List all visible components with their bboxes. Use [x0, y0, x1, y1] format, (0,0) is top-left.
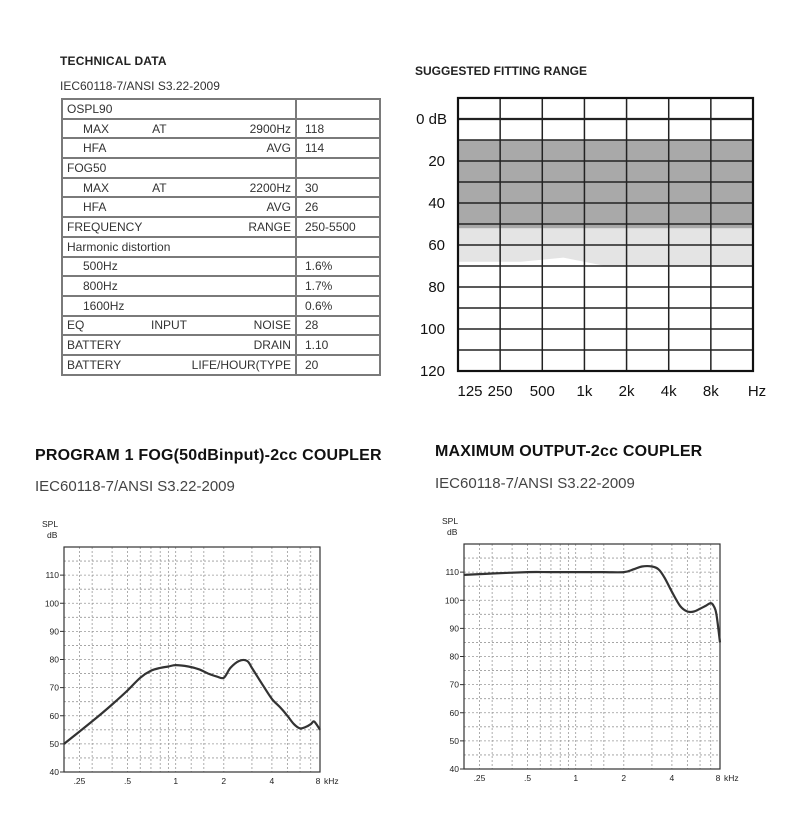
tech-row [62, 119, 380, 139]
x-tick-label: 1 [573, 773, 579, 783]
x-tick-label: 2 [221, 776, 227, 786]
x-tick-label: 8 [715, 773, 721, 783]
tech-label-cell [62, 217, 296, 237]
tech-value-cell [296, 138, 380, 158]
tech-row-value: 28 [305, 318, 319, 333]
tech-row-right: NOISE [253, 318, 291, 333]
y-tick-label: 80 [49, 654, 59, 665]
tech-row [62, 178, 380, 198]
tech-row-value: 0.6% [305, 298, 333, 313]
technical-data-standard: IEC60118-7/ANSI S3.22-2009 [60, 79, 220, 93]
tech-row-right: AVG [266, 200, 291, 215]
x-tick-label: 4 [669, 773, 675, 783]
max-output-subtitle: IEC60118-7/ANSI S3.22-2009 [435, 475, 635, 492]
tech-label-cell [62, 257, 296, 277]
tech-row-value: 1.7% [305, 279, 333, 294]
y-tick-label: 0 dB [416, 111, 447, 128]
tech-row-label: Harmonic distortion [67, 239, 171, 254]
tech-row-label: FOG50 [67, 160, 107, 175]
x-unit-label: Hz [747, 383, 767, 400]
tech-row [62, 158, 380, 178]
tech-row-label: OSPL90 [67, 101, 113, 116]
tech-label-cell [62, 316, 296, 336]
tech-label-cell [62, 138, 296, 158]
tech-label-cell [62, 197, 296, 217]
tech-row-label: EQ [67, 318, 85, 333]
x-tick-label: .25 [473, 773, 486, 783]
y-tick-label: 60 [449, 707, 459, 718]
x-tick-label: .25 [73, 776, 86, 786]
max-output-title: MAXIMUM OUTPUT-2cc COUPLER [435, 443, 703, 460]
fitting-band-light [458, 228, 753, 266]
y-tick-label: 110 [45, 570, 59, 581]
tech-row-right: 2900Hz [249, 121, 291, 136]
tech-value-cell [296, 119, 380, 139]
fitting-range-title: SUGGESTED FITTING RANGE [415, 64, 588, 78]
x-tick-label: 500 [529, 383, 555, 400]
tech-row-label: HFA [83, 200, 107, 215]
tech-row [62, 257, 380, 277]
tech-value-cell [296, 296, 380, 316]
tech-label-cell [62, 178, 296, 198]
tech-value-cell [296, 355, 380, 375]
tech-row-value: 250-5500 [305, 219, 356, 234]
tech-row-right: AVG [266, 141, 291, 156]
x-axis-unit: kHz [324, 776, 339, 786]
tech-row-label: HFA [83, 141, 107, 156]
y-tick-label: 50 [49, 738, 59, 749]
x-tick-label: 125 [457, 383, 483, 400]
tech-value-cell [296, 99, 380, 119]
y-tick-label: 70 [449, 679, 459, 690]
tech-row-right: LIFE/HOUR(TYPE [191, 357, 291, 372]
tech-row-value: 1.10 [305, 338, 329, 353]
tech-row [62, 217, 380, 237]
y-tick-label: 40 [449, 764, 459, 774]
tech-row-label: MAX [83, 121, 110, 136]
y-tick-label: 100 [44, 598, 59, 609]
x-tick-label: 8k [702, 383, 719, 400]
y-axis-label: SPL [442, 516, 459, 526]
y-tick-label: 110 [445, 567, 459, 578]
tech-label-cell [62, 296, 296, 316]
tech-label-cell [62, 119, 296, 139]
tech-value-cell [296, 178, 380, 198]
tech-value-cell [296, 335, 380, 355]
y-tick-label: 40 [428, 195, 445, 212]
tech-row-label: 1600Hz [83, 298, 125, 313]
y-tick-label: 60 [428, 237, 445, 254]
tech-label-cell [62, 99, 296, 119]
x-tick-label: 1k [576, 383, 593, 400]
technical-data-title: TECHNICAL DATA [60, 54, 167, 68]
y-axis-unit: dB [447, 527, 458, 537]
tech-row [62, 355, 380, 375]
max-output-chart [430, 512, 760, 787]
tech-row-value: 30 [305, 180, 319, 195]
tech-value-cell [296, 237, 380, 257]
tech-value-cell [296, 197, 380, 217]
tech-row [62, 197, 380, 217]
fog-chart-subtitle: IEC60118-7/ANSI S3.22-2009 [35, 478, 235, 495]
tech-row-label: BATTERY [67, 357, 122, 372]
tech-row-label: 500Hz [83, 259, 118, 274]
tech-row [62, 276, 380, 296]
x-tick-label: .5 [124, 776, 132, 786]
tech-label-cell [62, 237, 296, 257]
tech-row-value: 118 [305, 121, 325, 136]
y-tick-label: 70 [49, 682, 59, 693]
x-tick-label: 4k [660, 383, 677, 400]
tech-row-label: FREQUENCY [67, 219, 143, 234]
fog-response-chart [30, 515, 360, 790]
y-axis-unit: dB [47, 530, 58, 540]
x-tick-label: 8 [315, 776, 321, 786]
x-tick-label: 250 [487, 383, 513, 400]
x-tick-label: 4 [269, 776, 275, 786]
tech-row-label: BATTERY [67, 338, 122, 353]
y-tick-label: 90 [449, 623, 459, 634]
y-tick-label: 100 [444, 595, 459, 606]
x-tick-label: 1 [173, 776, 179, 786]
tech-label-cell [62, 355, 296, 375]
tech-value-cell [296, 257, 380, 277]
x-axis-unit: kHz [724, 773, 739, 783]
y-tick-label: 60 [49, 710, 59, 721]
y-axis-label: SPL [42, 519, 59, 529]
tech-row [62, 316, 380, 336]
tech-row-mid: INPUT [151, 318, 187, 333]
tech-row-value: 20 [305, 357, 319, 372]
tech-value-cell [296, 217, 380, 237]
y-tick-label: 90 [49, 626, 59, 637]
tech-row-mid: AT [152, 121, 167, 136]
tech-row [62, 296, 380, 316]
tech-row-right: DRAIN [253, 338, 291, 353]
tech-value-cell [296, 316, 380, 336]
fitting-range-chart [405, 90, 790, 410]
fog-chart-title: PROGRAM 1 FOG(50dBinput)-2cc COUPLER [35, 447, 382, 464]
x-tick-label: 2 [621, 773, 627, 783]
technical-data-table [61, 98, 381, 376]
tech-row-mid: AT [152, 180, 167, 195]
x-tick-label: 2k [618, 383, 635, 400]
x-tick-label: .5 [524, 773, 532, 783]
tech-row [62, 237, 380, 257]
y-tick-label: 120 [419, 363, 445, 380]
y-tick-label: 80 [428, 279, 445, 296]
tech-label-cell [62, 158, 296, 178]
tech-row-right: RANGE [248, 219, 291, 234]
tech-row [62, 138, 380, 158]
tech-value-cell [296, 158, 380, 178]
y-tick-label: 50 [449, 735, 459, 746]
tech-row [62, 99, 380, 119]
tech-row [62, 335, 380, 355]
tech-label-cell [62, 335, 296, 355]
y-tick-label: 20 [428, 153, 445, 170]
tech-row-label: MAX [83, 180, 110, 195]
y-tick-label: 40 [49, 767, 59, 777]
fitting-band-dark [458, 140, 753, 228]
tech-row-label: 800Hz [83, 279, 118, 294]
tech-row-value: 1.6% [305, 259, 333, 274]
tech-row-right: 2200Hz [249, 180, 291, 195]
tech-label-cell [62, 276, 296, 296]
y-tick-label: 80 [449, 651, 459, 662]
tech-row-value: 26 [305, 200, 319, 215]
tech-value-cell [296, 276, 380, 296]
y-tick-label: 100 [419, 321, 445, 338]
tech-row-value: 114 [305, 141, 325, 156]
